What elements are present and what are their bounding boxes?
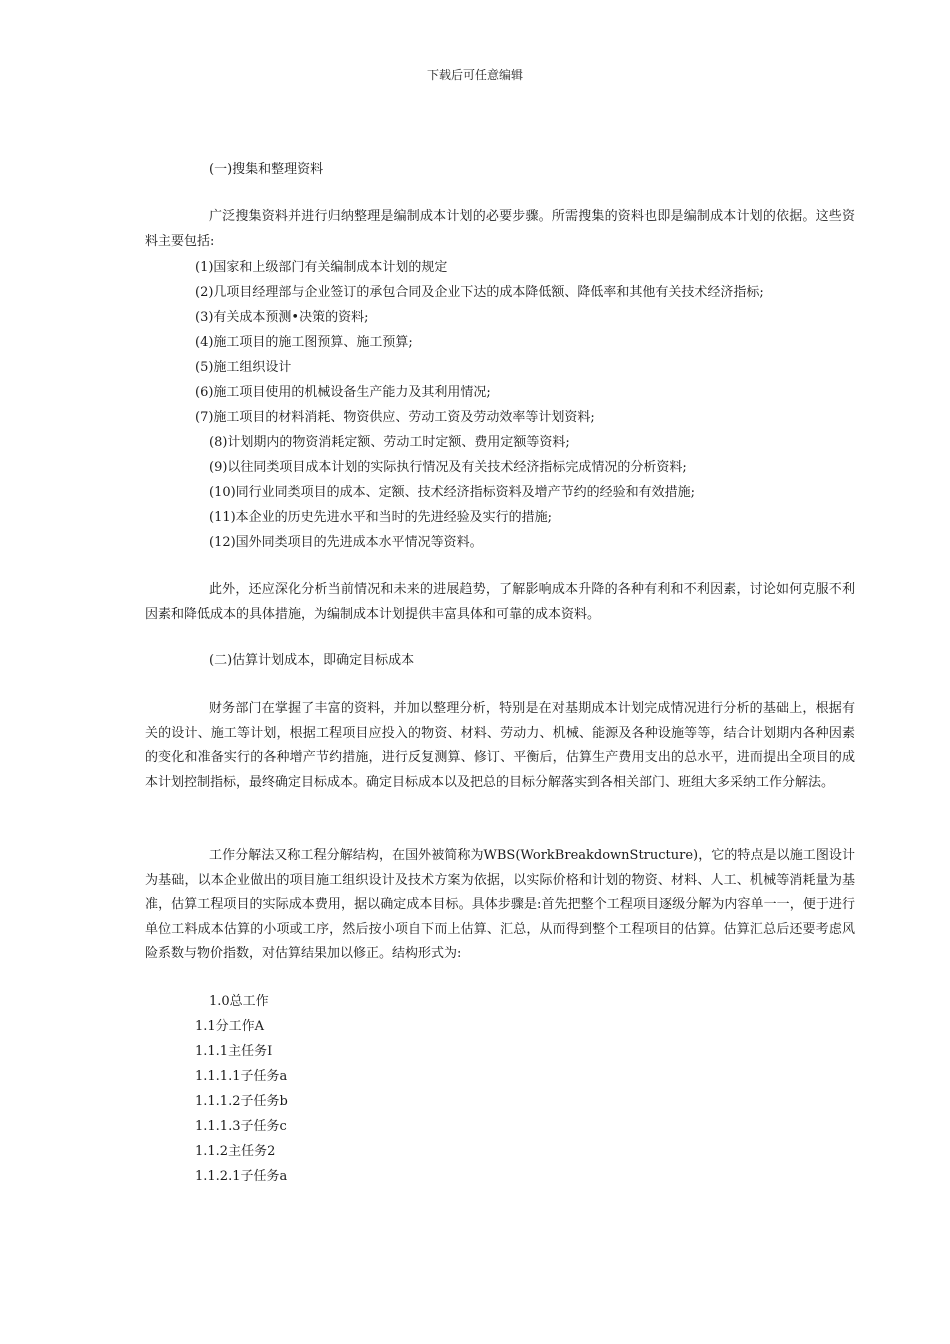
wbs-item: 1.1.1.3子任务c	[195, 1119, 287, 1134]
list-item: (8)计划期内的物资消耗定额、劳动工时定额、费用定额等资料;	[209, 435, 570, 450]
list-item: (9)以往同类项目成本计划的实际执行情况及有关技术经济指标完成情况的分析资料;	[209, 460, 687, 475]
list-item: (1)国家和上级部门有关编制成本计划的规定	[195, 260, 448, 275]
list-item: (12)国外同类项目的先进成本水平情况等资料。	[209, 535, 483, 550]
list-item: (5)施工组织设计	[195, 360, 292, 375]
list-item: (4)施工项目的施工图预算、施工预算;	[195, 335, 413, 350]
section1-intro: 广泛搜集资料并进行归纳整理是编制成本计划的必要步骤。所需搜集的资料也即是编制成本计划的依据。这些资料主要包括:	[145, 209, 855, 249]
wbs-item: 1.0总工作	[209, 994, 269, 1009]
section2-paragraph-2: 工作分解法又称工程分解结构，在国外被简称为WBS(WorkBreakdownStructure)，它的特点是以施工图设计为基础，以本企业做出的项目施工组织设计及技术方案为依据，以实际价格和计划的物资、材料、人工、机械等消耗量为基准，估算工程项目的实际成本费用，据以确定成本目标。具体步骤是:首先把整个工程项目逐级分解为内容单一一，便于进行单位工料成本估算的小项或工序，然后按小项自下而上估算、汇总，从而得到整个工程项目的估算。估算汇总后还要考虑风险系数与物价指数，对估算结果加以修正。结构形式为:	[145, 848, 855, 961]
wbs-item: 1.1分工作A	[195, 1019, 265, 1034]
header-note: 下载后可任意编辑	[426, 68, 523, 82]
wbs-item: 1.1.1.2子任务b	[195, 1094, 288, 1109]
list-item: (2)几项目经理部与企业签订的承包合同及企业下达的成本降低额、降低率和其他有关技术经济指标;	[195, 285, 764, 300]
wbs-item: 1.1.1.1子任务a	[195, 1069, 288, 1084]
wbs-item: 1.1.2主任务2	[195, 1144, 276, 1159]
section1-heading: (一)搜集和整理资料	[209, 162, 324, 177]
section2-heading: (二)估算计划成本，即确定目标成本	[209, 653, 415, 668]
list-item: (3)有关成本预测•决策的资料;	[195, 310, 369, 325]
section1-closing: 此外，还应深化分析当前情况和未来的进展趋势，了解影响成本升降的各种有利和不利因素，讨论如何克服不利因素和降低成本的具体措施，为编制成本计划提供丰富具体和可靠的成本资料。	[145, 582, 855, 622]
list-item: (6)施工项目使用的机械设备生产能力及其利用情况;	[195, 385, 491, 400]
wbs-item: 1.1.1主任务I	[195, 1044, 273, 1059]
list-item: (7)施工项目的材料消耗、物资供应、劳动工资及劳动效率等计划资料;	[195, 410, 595, 425]
wbs-item: 1.1.2.1子任务a	[195, 1169, 288, 1184]
section2-paragraph-1: 财务部门在掌握了丰富的资料，并加以整理分析，特别是在对基期成本计划完成情况进行分析的基础上，根据有关的设计、施工等计划，根据工程项目应投入的物资、材料、劳动力、机械、能源及各种设施等等，结合计划期内各种因素的变化和准备实行的各种增产节约措施，进行反复测算、修订、平衡后，估算生产费用支出的总水平，进而提出全项目的成本计划控制指标，最终确定目标成本。确定目标成本以及把总的目标分解落实到各相关部门、班组大多采纳工作分解法。	[145, 701, 855, 790]
list-item: (11)本企业的历史先进水平和当时的先进经验及实行的措施;	[209, 510, 553, 525]
list-item: (10)同行业同类项目的成本、定额、技术经济指标资料及增产节约的经验和有效措施;	[209, 485, 696, 500]
